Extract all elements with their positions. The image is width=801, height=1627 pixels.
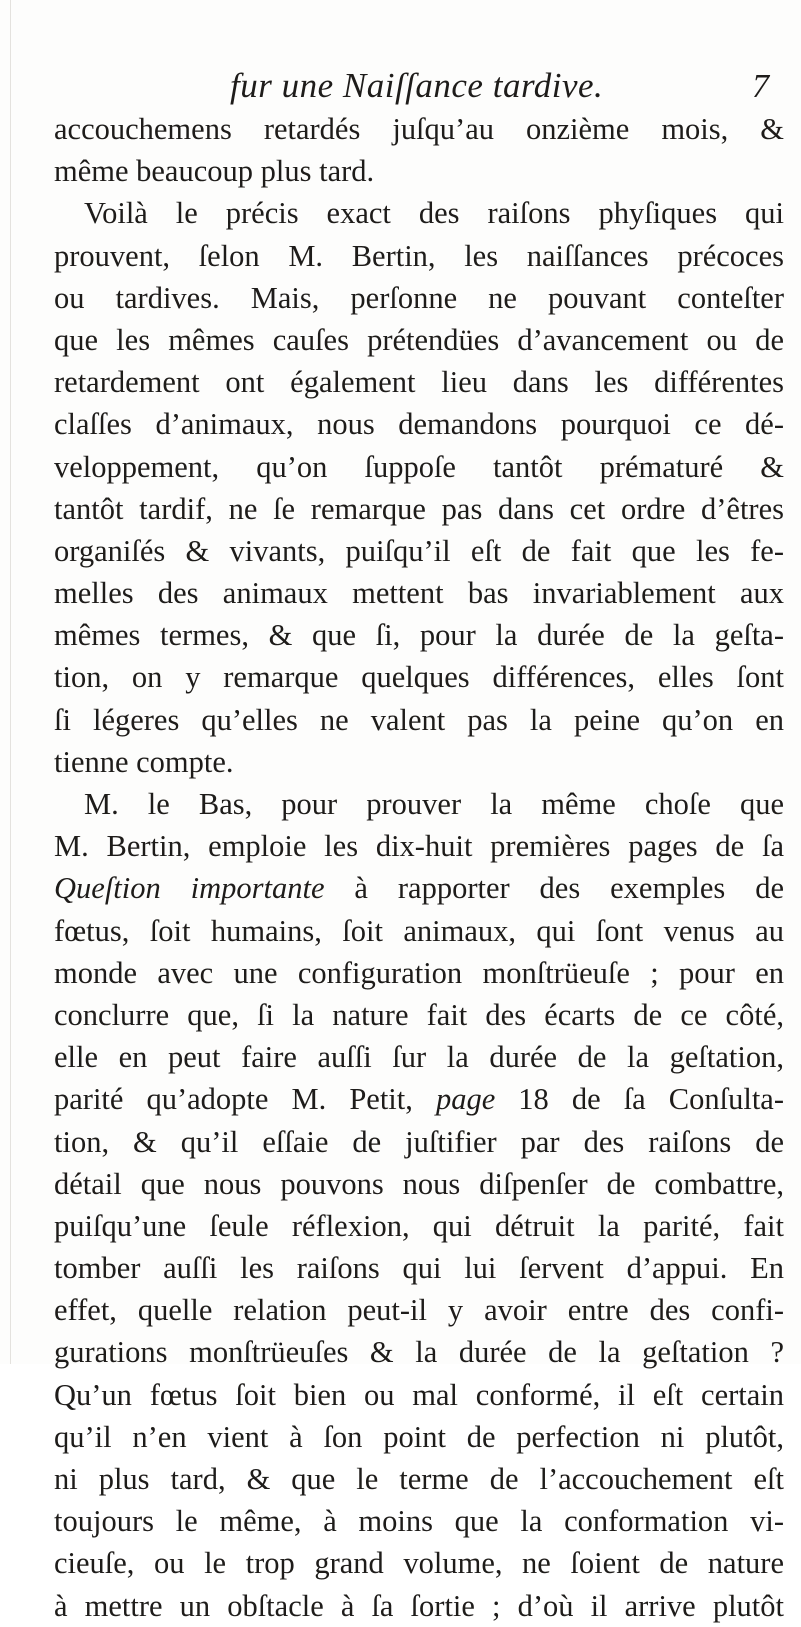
text-line: détail que nous pouvons nous diſpenſer de combattre, xyxy=(54,1166,784,1201)
text-segment: 18 de ſa Conſulta- xyxy=(495,1082,784,1117)
text-line: que les mêmes cauſes prétendües d’avancement ou de xyxy=(54,322,784,357)
text-line: ou tardives. Mais, perſonne ne pouvant conteſter xyxy=(54,280,784,315)
text-line: monde avec une configuration monſtrüeuſe ; pour en xyxy=(54,955,784,990)
text-line: tion, & qu’il eſſaie de juſtifier par des raiſons de xyxy=(54,1124,784,1159)
text-line: organiſés & vivants, puiſqu’il eſt de fait que les fe- xyxy=(54,533,784,568)
text-line: effet, quelle relation peut-il y avoir entre des confi- xyxy=(54,1293,784,1328)
text-segment: parité qu’adopte M. Petit, xyxy=(54,1082,436,1117)
text-line: ſi légeres qu’elles ne valent pas la peine qu’on en xyxy=(54,702,784,737)
text-line: tienne compte. xyxy=(54,744,234,779)
text-segment: à rapporter des exemples de xyxy=(324,871,785,906)
italic-word: page xyxy=(435,1082,496,1117)
page-header xyxy=(0,66,801,106)
page-binding-edge xyxy=(10,0,11,1364)
text-line: claſſes d’animaux, nous demandons pourquoi ce dé- xyxy=(54,407,784,442)
text-line: M. le Bas, pour prouver la même choſe que xyxy=(84,787,784,821)
text-line: qu’il n’en vient à ſon point de perfection ni plutôt, xyxy=(54,1419,784,1454)
text-line: fœtus, ſoit humains, ſoit animaux, qui ſont venus au xyxy=(54,913,784,948)
text-line: Qu’un fœtus ſoit bien ou mal conformé, il eſt certain xyxy=(54,1377,784,1412)
italic-title: Queſtion importante xyxy=(54,871,325,906)
text-line: elle en peut faire auſſi ſur la durée de la geſtation, xyxy=(54,1040,784,1075)
text-line: même beaucoup plus tard. xyxy=(54,154,375,189)
text-line: retardement ont également lieu dans les différentes xyxy=(54,365,784,400)
text-line: prouvent, ſelon M. Bertin, les naiſſances précoces xyxy=(54,238,784,273)
text-line: conclurre que, ſi la nature fait des écarts de ce côté, xyxy=(54,997,784,1032)
text-line: gurations monſtrüeuſes & la durée de la geſtation ? xyxy=(54,1335,784,1370)
text-line: toujours le même, à moins que la conformation vi- xyxy=(54,1504,784,1539)
text-line: accouchemens retardés juſqu’au onzième mois, & xyxy=(54,112,784,146)
body-text xyxy=(54,108,784,1627)
page-number: 7 xyxy=(752,68,769,105)
text-line: tantôt tardif, ne ſe remarque pas dans cet ordre d’êtres xyxy=(54,491,784,526)
text-line: veloppement, qu’on ſuppoſe tantôt prématuré & xyxy=(54,449,784,484)
text-line: mêmes termes, & que ſi, pour la durée de la geſta- xyxy=(54,618,784,653)
running-title: fur une Naiſſance tardive. xyxy=(230,66,604,105)
text-line: tomber auſſi les raiſons qui lui ſervent d’appui. En xyxy=(54,1251,784,1286)
text-line: à mettre un obſtacle à ſa ſortie ; d’où il arrive plutôt xyxy=(54,1588,784,1623)
text-line xyxy=(54,1078,784,1120)
text-line xyxy=(54,867,784,909)
text-line: tion, on y remarque quelques différences, elles ſont xyxy=(54,660,784,695)
text-line: melles des animaux mettent bas invariablement aux xyxy=(54,576,784,611)
text-line: ni plus tard, & que le terme de l’accouchement eſt xyxy=(54,1462,784,1496)
text-line: M. Bertin, emploie les dix-huit premières pages de ſa xyxy=(54,829,784,864)
text-line: cieuſe, ou le trop grand volume, ne ſoient de nature xyxy=(54,1546,784,1581)
text-line: Voilà le précis exact des raiſons phyſiques qui xyxy=(84,196,784,231)
text-line: puiſqu’une ſeule réflexion, qui détruit la parité, fait xyxy=(54,1208,784,1243)
